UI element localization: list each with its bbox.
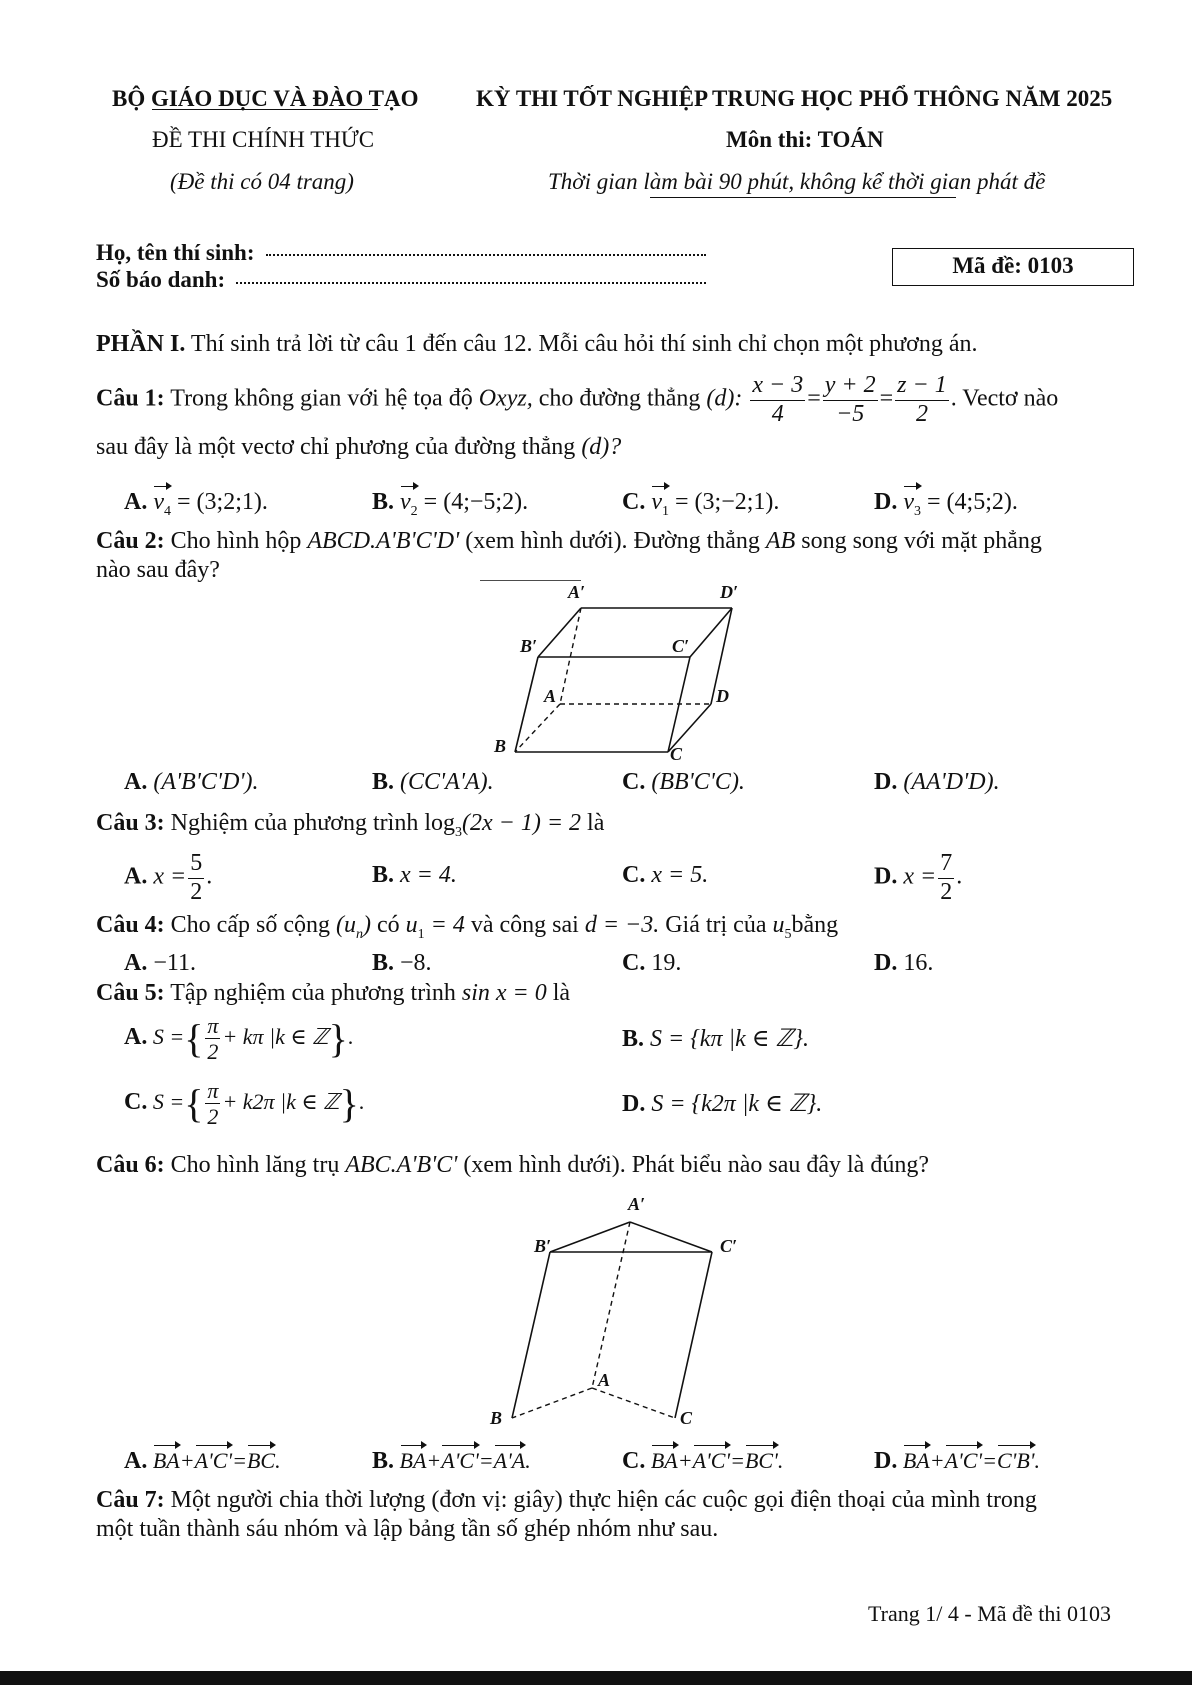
q4-d: d = −3. <box>584 912 660 938</box>
q4-text-d: Giá trị của <box>665 912 767 938</box>
q5-text-a: Tập nghiệm của phương trình <box>170 980 456 1006</box>
label-c: C <box>680 1408 693 1428</box>
q2-text-b: (xem hình dưới). Đường thẳng <box>465 528 760 554</box>
q6-option-d[interactable]: D. BA+A'C'=C'B'. <box>874 1448 1041 1474</box>
q4-option-d[interactable] <box>874 950 933 977</box>
q4-option-b-letter: B. <box>372 950 395 976</box>
q6-option-b-vec-ba: BA <box>399 1448 427 1473</box>
q5-option-a-post: + kπ |k ∈ ℤ <box>222 1024 329 1049</box>
exam-code-box <box>892 248 1134 286</box>
q4-seq: $(u_n)$ <box>335 912 371 942</box>
subject-label: Môn thi: TOÁN <box>726 127 884 152</box>
label-d: D <box>716 686 729 706</box>
q3-option-d-pre: x = <box>903 863 937 890</box>
q2-option-b-value: (CC'A'A). <box>400 769 494 795</box>
q2-option-a-letter: A. <box>124 769 148 795</box>
q4-text-a: Cho cấp số cộng <box>170 912 330 938</box>
q1-fy-den: −5 <box>836 400 865 427</box>
q6-option-c-vec-a1c1: A'C' <box>692 1448 731 1473</box>
q2-option-d[interactable] <box>874 769 1000 796</box>
q1-text-a: Trong không gian với hệ tọa độ <box>170 385 473 412</box>
label-c: C <box>670 744 683 760</box>
q6-option-b-letter: B. <box>372 1448 395 1474</box>
label-a: A <box>544 686 557 706</box>
q4-option-d-letter: D. <box>874 950 898 976</box>
official-exam-label: ĐỀ THI CHÍNH THỨC <box>152 127 375 152</box>
q1-text-d: sau đây là một vectơ chỉ phương của đường thẳng <box>96 434 576 460</box>
label-b1: B′ <box>520 636 538 656</box>
q2-text-c: song song với mặt phẳng <box>801 528 1042 554</box>
q6-option-d-vec-a1c1: A'C' <box>944 1448 983 1473</box>
label-b: B <box>494 736 507 756</box>
time-note-underline <box>650 197 956 198</box>
q7-text-a: Một người chia thời lượng (đơn vị: giây) thực hiện các cuộc gọi điện thoại của mình trong <box>170 1487 1037 1513</box>
q6-option-a-vec-a1c1: A'C' <box>194 1448 233 1473</box>
part1-text: Thí sinh trả lời từ câu 1 đến câu 12. Mỗi câu hỏi thí sinh chỉ chọn một phương án. <box>190 331 978 357</box>
q1-option-d-letter: D. <box>874 489 898 515</box>
q1-fx-den: 4 <box>771 400 784 427</box>
label-c1: C′ <box>720 1236 738 1256</box>
q2-option-d-value: (AA'D'D). <box>903 769 1000 795</box>
q6-option-a-rhs: BC <box>246 1448 276 1473</box>
ministry-name: BỘ GIÁO DỤC VÀ ĐÀO TẠO <box>112 86 419 111</box>
q4-option-a-value: −11. <box>153 950 196 976</box>
q2-option-c-value: (BB'C'C). <box>651 769 745 795</box>
q1-option-d-value: = (4;5;2). <box>927 489 1018 515</box>
q1-fz-den: 2 <box>915 400 928 427</box>
label-c1: C′ <box>672 636 690 656</box>
q4-option-d-value: 16. <box>903 950 934 976</box>
q6-prism-figure <box>480 1190 740 1430</box>
q5-option-a-pre: S = <box>152 1024 185 1049</box>
edge-b1b <box>512 1252 550 1418</box>
q6-text-b: (xem hình dưới). Phát biểu nào sau đây là đúng? <box>463 1152 929 1178</box>
q2-text-a: Cho hình hộp <box>170 528 302 554</box>
edge-a1b1 <box>538 608 581 657</box>
exam-title: KỲ THI TỐT NGHIỆP TRUNG HỌC PHỔ THÔNG NĂM 2025 <box>476 86 1113 111</box>
q6-option-a[interactable]: A. BA+A'C'=BC. <box>124 1448 281 1474</box>
q4-option-a-letter: A. <box>124 950 148 976</box>
q6-option-d-letter: D. <box>874 1448 898 1474</box>
q1-option-b[interactable] <box>372 489 528 520</box>
label-b1: B′ <box>534 1236 552 1256</box>
q5-stem <box>96 980 570 1007</box>
q7-text-b: một tuần thành sáu nhóm và lập bảng tần số ghép nhóm như sau. <box>96 1516 719 1542</box>
part1-title: PHẦN I. <box>96 331 186 357</box>
q5-option-a[interactable]: A. S ={ $\frac{\pi}{2}$ + kπ |k ∈ ℤ}. <box>124 1013 354 1065</box>
q4-text-b: có <box>376 912 400 938</box>
q3-option-d[interactable]: D. x = $\frac{7}{2}$ . <box>874 850 963 905</box>
q5-label: Câu 5: <box>96 980 165 1006</box>
q4-label: Câu 4: <box>96 912 165 938</box>
q2-option-c[interactable] <box>622 769 745 796</box>
q2-solid: ABCD.A'B'C'D' <box>307 528 460 554</box>
q1-label: Câu 1: <box>96 385 165 412</box>
q6-option-b-rhs: A'A <box>493 1448 526 1473</box>
q1-fraction-y <box>823 372 878 428</box>
q1-vector-v3: $v_3$ <box>903 489 921 519</box>
q6-option-a-vec-ba: BA <box>152 1448 180 1473</box>
q2-option-b-letter: B. <box>372 769 395 795</box>
q6-option-c[interactable]: C. BA+A'C'=BC'. <box>622 1448 784 1474</box>
q3-text-a: Nghiệm của phương trình <box>170 810 419 836</box>
time-note: Thời gian làm bài 90 phút, không kể thời gian phát đề <box>548 169 1046 194</box>
q4-u5: $u_5$ <box>772 912 792 942</box>
edge-b1b <box>515 657 538 752</box>
q3-option-b[interactable] <box>372 862 457 889</box>
edge-a1a-hidden <box>592 1222 630 1388</box>
q1-text-c: . Vectơ nào <box>950 385 1059 412</box>
q5-option-c-pre: S = <box>152 1089 185 1114</box>
q3-label: Câu 3: <box>96 810 165 836</box>
q6-option-c-vec-ba: BA <box>650 1448 678 1473</box>
q1-line-name: (d): <box>706 385 743 412</box>
q5-option-c-letter: C. <box>124 1089 148 1115</box>
q5-text-b: là <box>552 980 571 1006</box>
edge-a1b1 <box>550 1222 630 1252</box>
exam-code: Mã đề: 0103 <box>952 253 1074 278</box>
q3-log-arg: (2x − 1) = 2 <box>462 810 582 836</box>
q2-stem <box>96 528 1042 555</box>
edge-ac-hidden <box>592 1388 675 1418</box>
q5-option-d-letter: D. <box>622 1091 646 1117</box>
edge-a1a-hidden <box>560 608 581 704</box>
q2-ab: AB <box>765 528 796 554</box>
q4-option-c[interactable] <box>622 950 681 977</box>
label-b: B <box>490 1408 503 1428</box>
q5-option-d[interactable] <box>622 1089 822 1118</box>
edge-a1c1 <box>630 1222 712 1252</box>
q1-fraction-x <box>750 372 805 428</box>
q3-option-b-letter: B. <box>372 862 395 888</box>
candidate-name-label: Họ, tên thí sinh: <box>96 240 255 265</box>
q3-option-b-value: x = 4. <box>400 862 457 888</box>
q1-option-a-value: = (3;2;1). <box>177 489 268 515</box>
q5-option-b-letter: B. <box>622 1026 645 1052</box>
edge-c1c <box>675 1252 712 1418</box>
q5-option-d-value: S = {k2π |k ∈ ℤ}. <box>651 1091 823 1117</box>
edge-ab-hidden <box>512 1388 592 1418</box>
candidate-id-field[interactable] <box>236 282 706 284</box>
q7-stem <box>96 1487 1037 1514</box>
q1-option-b-letter: B. <box>372 489 395 515</box>
q1-vector-v4: $v_4$ <box>153 489 171 519</box>
q5-eq: sin x = 0 <box>461 980 547 1006</box>
q7-label: Câu 7: <box>96 1487 165 1513</box>
q3-option-c-value: x = 5. <box>651 862 709 888</box>
q1-text-b: cho đường thẳng <box>538 385 701 412</box>
q1-fz-num: z − 1 <box>895 372 949 401</box>
pages-note: (Đề thi có 04 trang) <box>170 169 354 194</box>
q4-option-b-value: −8. <box>400 950 432 976</box>
q3-option-a[interactable]: A. x = $\frac{5}{2}$ . <box>124 850 213 905</box>
q1-stem: Câu 1: Trong không gian với hệ tọa độ Oxyz, cho đường thẳng (d): $\frac{x - 3}{4}$ = $\frac{y + 2}{-5}$ = $\frac{z - 1}{2}$ . Vectơ nào <box>96 372 1059 427</box>
q1-fraction-z <box>895 372 949 428</box>
edge-ab-hidden <box>515 704 560 752</box>
q6-solid: ABC.A'B'C' <box>345 1152 458 1178</box>
q6-option-d-rhs: C'B' <box>996 1448 1035 1473</box>
q6-option-b[interactable]: B. BA+A'C'=A'A. <box>372 1448 531 1474</box>
q2-option-a-value: (A'B'C'D'). <box>153 769 259 795</box>
q3-option-a-pre: x = <box>153 863 187 890</box>
q2-option-b[interactable] <box>372 769 494 796</box>
q3-option-a-fraction: $\frac{5}{2}$ <box>190 850 203 905</box>
q5-option-c[interactable]: C. S ={ $\frac{\pi}{2}$ + k2π |k ∈ ℤ}. <box>124 1078 365 1130</box>
q6-label: Câu 6: <box>96 1152 165 1178</box>
q2-option-c-letter: C. <box>622 769 646 795</box>
q5-option-a-fraction: $\frac{\pi}{2}$ <box>207 1013 219 1065</box>
q1-option-a[interactable] <box>124 489 268 520</box>
q4-u1: $u_1 = 4$ <box>405 912 465 942</box>
edge-d1c1 <box>690 608 732 657</box>
candidate-id-label: Số báo danh: <box>96 267 226 292</box>
q3-option-d-letter: D. <box>874 863 898 890</box>
q1-option-b-value: = (4;−5;2). <box>423 489 529 515</box>
ministry-underline <box>152 109 378 110</box>
q3-option-c[interactable] <box>622 862 708 889</box>
q2-option-d-letter: D. <box>874 769 898 795</box>
q2-text-d: nào sau đây? <box>96 557 220 583</box>
q1-fy-num: y + 2 <box>823 372 878 401</box>
q1-option-c-letter: C. <box>622 489 646 515</box>
q6-option-a-letter: A. <box>124 1448 148 1474</box>
q1-option-d[interactable] <box>874 489 1018 520</box>
q1-text-e: (d)? <box>581 434 622 460</box>
q4-stem <box>96 912 838 943</box>
q1-option-c[interactable] <box>622 489 779 520</box>
label-a1: A′ <box>628 1194 646 1214</box>
q1-option-a-letter: A. <box>124 489 148 515</box>
page-footer: Trang 1/ 4 - Mã đề thi 0103 <box>868 1601 1112 1626</box>
q3-option-c-letter: C. <box>622 862 646 888</box>
q6-stem <box>96 1152 929 1179</box>
q6-text-a: Cho hình lăng trụ <box>170 1152 340 1178</box>
q3-option-a-letter: A. <box>124 863 148 890</box>
q5-option-b-value: S = {kπ |k ∈ ℤ}. <box>650 1026 809 1052</box>
q1-oxyz: Oxyz, <box>478 385 533 412</box>
candidate-name-field[interactable] <box>266 254 706 256</box>
q3-option-d-fraction: $\frac{7}{2}$ <box>940 850 953 905</box>
part1-instruction <box>96 331 978 358</box>
q6-option-b-vec-a1c1: A'C' <box>441 1448 479 1473</box>
q4-option-c-value: 19. <box>651 950 682 976</box>
q1-option-c-value: = (3;−2;1). <box>675 489 780 515</box>
q4-option-a[interactable] <box>124 950 196 977</box>
q4-option-c-letter: C. <box>622 950 646 976</box>
q5-option-a-letter: A. <box>124 1024 148 1050</box>
q3-log: $\log_3$ <box>424 810 462 840</box>
q6-option-c-letter: C. <box>622 1448 646 1474</box>
q6-option-c-rhs: BC' <box>744 1448 778 1473</box>
q5-option-b[interactable] <box>622 1024 809 1053</box>
label-d1: D′ <box>720 582 739 602</box>
q6-option-d-vec-ba: BA <box>902 1448 930 1473</box>
label-a: A <box>598 1370 611 1390</box>
q1-vector-v1: $v_1$ <box>651 489 669 519</box>
q4-text-c: và công sai <box>470 912 579 938</box>
q1-stem-cont <box>96 434 621 461</box>
q3-stem <box>96 810 604 841</box>
q5-option-c-post: + k2π |k ∈ ℤ <box>222 1089 340 1114</box>
scan-bottom-edge <box>0 1671 1192 1685</box>
q2-option-a[interactable] <box>124 769 259 796</box>
q2-label: Câu 2: <box>96 528 165 554</box>
q5-option-c-fraction: $\frac{\pi}{2}$ <box>207 1078 219 1130</box>
label-a1: A′ <box>568 582 586 602</box>
q4-text-e: bằng <box>791 912 839 938</box>
q4-option-b[interactable] <box>372 950 432 977</box>
q2-box-figure <box>480 580 760 760</box>
q3-text-b: là <box>587 810 605 836</box>
q1-fx-num: x − 3 <box>750 372 805 401</box>
q1-vector-v2: $v_2$ <box>400 489 418 519</box>
